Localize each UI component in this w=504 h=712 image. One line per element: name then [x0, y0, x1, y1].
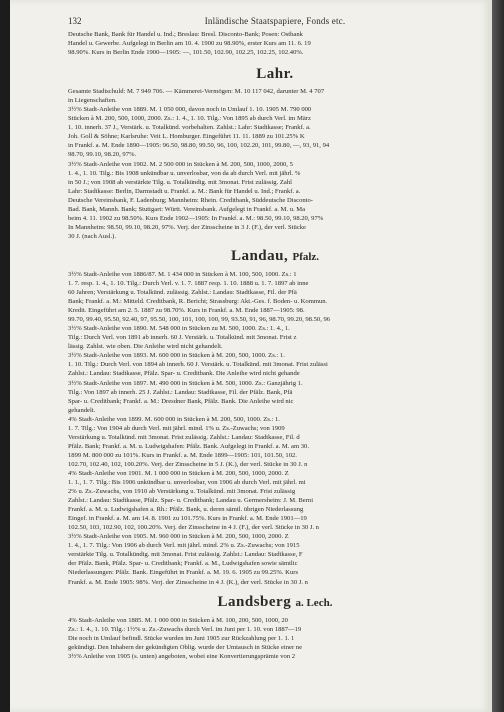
text-line: Verstärkung u. Totalkünd. mit 3monat. Frist zulässig. Zahlst.: Landau: Stadtkasse, Fil. d: [68, 433, 300, 441]
text-line: 1. 1., 1. 7. Tilg.: Bis 1906 unkündbar u. unverlosbar, von 1906 ab durch Verl. mit jährl. mi: [68, 479, 306, 487]
text-line: 98.70, 99.10, 98.20, 97%.: [68, 151, 137, 159]
city-name: Landau,: [230, 247, 289, 264]
text-line: Joh. Goll & Söhne; Karlsruhe: Veit L. Homburger. Eingeführt 11. 11. 1889 zu 101.25% K: [68, 133, 305, 141]
text-line: 1. 10. Tilg.: Durch Verl. von 1894 ab innerh. 60 J. Verstärk. u. Totalkünd. mit 3monat. Frist zulässi: [68, 361, 328, 369]
intro-block: [68, 30, 482, 57]
text-line: 60 Jahren; Verstärkung u. Totalkünd. zulässig. Zahlst.: Landau: Stadtkasse, Fil. der Pfä: [68, 289, 297, 297]
text-line: Lahr: Stadtkasse: Berlin, Darmstadt u. Frankf. a. M.: Bank für Handel u. Ind.; Frankf. a.: [68, 187, 301, 195]
text-line: der Pfälz. Bank, Pfälz. Spar- u. Creditbank; Frankf. a. M., Ludwigshafen sowie sämtlic: [68, 560, 298, 568]
section-landsberg: [68, 593, 482, 661]
text-line: Tilg.: Durch Verl. von 1891 ab innerh. 60 J. Verstärk. u. Totalkünd. mit 3monat. Frist z: [68, 334, 297, 342]
text-line: Zs.: 1. 4., 1. 10. Tilg.: 1½% u. Zs.-Zuwachs durch Verl. im Juni per 1. 10. von 1887—19: [68, 625, 302, 633]
text-line: Spar- u. Creditbank; Frankf. a. M.: Dresdner Bank, Pfälz. Bank. Die Anleihe wird nic: [68, 397, 294, 405]
intro-line: 98.90%. Kurs in Berlin Ende 1900—1905: —, 101.50, 102.90, 102.25, 102.25, 102.40%.: [68, 49, 304, 57]
city-name: Landsberg: [217, 593, 292, 610]
text-line: verstärkte Tilg. u. Totalkündig. mit 3monat. Frist zulässig. Zahlst.: Landau: Stadtkasse, F: [68, 551, 303, 559]
section-heading: [68, 593, 482, 612]
text-line: Bank; Frankf. a. M.: Mitteld. Creditbank, R. Bericht; Strassburg: Akt.-Ges. f. Boden- u. Kommun.: [68, 298, 328, 306]
text-line: 4% Stadt-Anleihe von 1885. M. 1 000 000 in Stücken à M. 100, 200, 500, 1000, 20: [68, 616, 288, 624]
text-line: 3½% Stadt-Anleihe von 1889. M. 1 050 000, davon noch in Umlauf 1. 10. 1905 M. 790 000: [68, 106, 312, 114]
text-line: 1. 4., 1. 10. Tilg.: Bis 1908 unkündbar u. unverlosbar, von da ab durch Verl. mit jährl. %: [68, 169, 301, 177]
text-line: 99.70, 99.40, 95.50, 92.40, 97, 95.50, 100, 101, 100, 100, 99, 93.50, 91, 96, 98.70, 99.20, 98.50, 96: [68, 316, 331, 324]
text-line: 1. 10. innerh. 37 J., Verstärk. u. Totalkünd. vorbehalten. Zahlst.: Lahr: Stadtkasse; Frankf. a.: [68, 124, 311, 132]
text-line: Zahlst.: Landau: Stadtkasse, Pfälz. Spar- u. Creditbank; Landau u. Germersheim: J. M. Berni: [68, 497, 314, 505]
text-line: Die noch in Umlauf befindl. Stücke wurden im Juni 1905 zur Rückzahlung per 1. 1. 1: [68, 634, 295, 642]
section-lahr: [68, 65, 482, 241]
text-line: gekündigt. Den Inhabern der gekündigten Oblig. wurde der Umtausch in Stücke einer ne: [68, 643, 303, 651]
text-line: Kredit. Eingeführt am 2. 5. 1887 zu 98.70%. Kurs in Frankf. a. M. Ende 1887—1905: 98.: [68, 307, 305, 315]
city-name: Lahr.: [256, 66, 294, 83]
text-line: 1. 7. resp. 1. 4., 1. 10. Tilg.: Durch Verl. v. 1. 7. 1887 resp. 1. 10. 1888 u. 1. 7. 1897 ab inne: [68, 279, 309, 287]
text-line: 4% Stadt-Anleihe von 1899. M. 600 000 in Stücken à M. 200, 500, 1000. Zs.: 1.: [68, 415, 280, 423]
text-line: 2% u. Zs.-Zuwachs, von 1910 ab Verstärkung u. Totalkünd. mit 3monat. Frist zulässig: [68, 488, 296, 496]
text-line: 1. 7. Tilg.: Von 1904 ab durch Verl. mit jährl. mind. 1% u. Zs.-Zuwachs; von 1909: [68, 424, 285, 432]
text-line: Frankf. a. M. Ende 1905: 98%. Verj. der Zinsscheine in 4 J. (K.), der verl. Stücke in 30 J. n: [68, 578, 308, 586]
page-content: [68, 0, 482, 661]
text-line: Bad. Bank, Mannh. Bank; Stuttgart: Württ. Vereinsbank. Aufgelegt in Frankf. a. M. u. Ma: [68, 205, 306, 213]
text-line: 102.50, 103, 102.90, 102, 100.20%. Verj. der Zinsscheine in 4 J. (F.), der verl. Stücke in 30 J. n: [68, 524, 319, 532]
text-line: Niederlassungen: Pfälz. Bank. Eingeführt in Frankf. a. M. 19. 6. 1905 zu 99.25%. Kurs: [68, 569, 299, 577]
text-line: Pfälz. Bank; Frankf. a. M. u. Ludwigshafen: Pfälz. Bank. Aufgelegt in Frankf. a. M. am 30.: [68, 442, 309, 450]
text-line: 3½% Anleihe von 1905 (s. unten) angeboten, wobei eine Konvertierungsprämie von 2: [68, 652, 296, 660]
page-header: [68, 0, 482, 30]
text-line: in Liegenschaften.: [68, 97, 117, 105]
text-line: gehandelt.: [68, 406, 96, 414]
text-line: in Frankf. a. M. Ende 1890—1905: 96.50, 98.80, 99.50, 96, 100, 102.20, 101, 99.80, —, 93, 91, 94: [68, 142, 330, 150]
text-line: 102.70, 102.40, 102, 100.20%. Verj. der Zinsscheine in 5 J. (K.), der verl. Stücke in 30 J. n: [68, 460, 308, 468]
text-line: 3½% Stadt-Anleihe von 1905. M. 960 000 in Stücken à M. 200, 500, 1000, 2000. Z: [68, 533, 289, 541]
page-number: 132: [68, 16, 82, 26]
text-line: beim 4. 11. 1902 zu 98.50%. Kurs Ende 1902—1905: In Frankf. a. M.: 98.50, 99.10, 98.20, 97%: [68, 214, 324, 222]
text-line: 3½% Stadt-Anleihe von 1902. M. 2 500 000 in Stücken à M. 200, 500, 1000, 2000, 5: [68, 160, 293, 168]
text-line: 1899 M. 800 000 zu 101%. Kurs in Frankf. a. M. Ende 1899—1905: 101, 101.50, 102.: [68, 451, 297, 459]
text-line: Tilg.: Von 1897 ab innerh. 25 J. Zahlst.: Landau: Stadtkasse, Fil. der Pfälz. Bank, Pfä: [68, 388, 293, 396]
section-heading: [68, 247, 482, 266]
text-line: Zahlst.: Landau: Stadtkasse, Pfälz. Spar- u. Creditbank. Die Anleihe wird nicht gehande: [68, 370, 300, 378]
text-line: Deutsche Vereinsbank, F. Ladenburg; Mannheim: Rhein. Creditbank, Süddeutsche Disconto-: [68, 196, 313, 204]
text-line: 3½% Stadt-Anleihe von 1886/87. M. 1 434 000 in Stücken à M. 100, 500, 1000. Zs.: 1: [68, 270, 297, 278]
intro-line: Handel u. Gewerbe. Aufgelegt in Berlin am 10. 4. 1900 zu 98.90%, erster Kurs am 11. 6. 19: [68, 40, 311, 48]
text-line: Eingef. in Frankf. a. M. am 14. 8. 1901 zu 101.75%. Kurs in Frankf. a. M. Ende 1901—19: [68, 515, 307, 523]
text-line: In Mannheim: 98.50, 99.10, 98.20, 97%. Verj. der Zinsscheine in 3 J. (F.), der verl. Stücke: [68, 223, 306, 231]
text-line: 30 J. (nach Ausl.).: [68, 232, 116, 240]
text-line: Stücken à M. 200, 500, 1000, 2000. Zs.: 1. 4., 1. 10. Tilg.: Von 1895 ab durch Verl. im März: [68, 115, 311, 123]
running-title: Inländische Staatspapiere, Fonds etc.: [204, 16, 346, 26]
text-line: Frankf. a. M. u. Ludwigshafen a. Rh.: Pfälz. Bank, u. deren sämtl. übrigen Niederlassung: [68, 506, 304, 514]
book-edge: [492, 0, 504, 712]
section-heading: [68, 65, 482, 83]
city-subtitle: Pfalz.: [292, 250, 320, 263]
text-line: lässig. Zahlst. wie oben. Die Anleihe wird nicht gehandelt.: [68, 343, 223, 351]
text-line: in 50 J.; von 1908 ab verstärkte Tilg. u. Totalkündig. mit 3monat. Frist zulässig. Zahl: [68, 178, 292, 186]
text-line: 1. 4., 1. 7. Tilg.: Von 1906 ab durch Verl. mit jährl. mind. 2% u. Zs.-Zuwachs; von 1915: [68, 542, 300, 550]
text-line: 3½% Stadt-Anleihe von 1890. M. 548 000 in Stücken zu M. 500, 1000. Zs.: 1. 4., 1.: [68, 325, 290, 333]
city-subtitle: a. Lech.: [295, 596, 333, 609]
text-line: 3½% Stadt-Anleihe von 1893. M. 600 000 in Stücken à M. 200, 500, 1000. Zs.: 1.: [68, 352, 285, 360]
text-line: 4% Stadt-Anleihe von 1901. M. 1 000 000 in Stücken à M. 200, 500, 1000, 2000. Z: [68, 469, 289, 477]
section-landau: [68, 247, 482, 587]
text-line: Gesamte Stadtschuld: M. 7 949 706. — Kämmerei-Vermögen: M. 10 117 042, darunter M. 4 707: [68, 88, 325, 96]
intro-line: Deutsche Bank, Bank für Handel u. Ind.; Breslau: Bresl. Disconto-Bank; Posen: Ostbank: [68, 31, 303, 38]
text-line: 3½% Stadt-Anleihe von 1897. M. 490 000 in Stücken à M. 500, 1000. Zs.: Ganzjährig 1.: [68, 379, 303, 387]
